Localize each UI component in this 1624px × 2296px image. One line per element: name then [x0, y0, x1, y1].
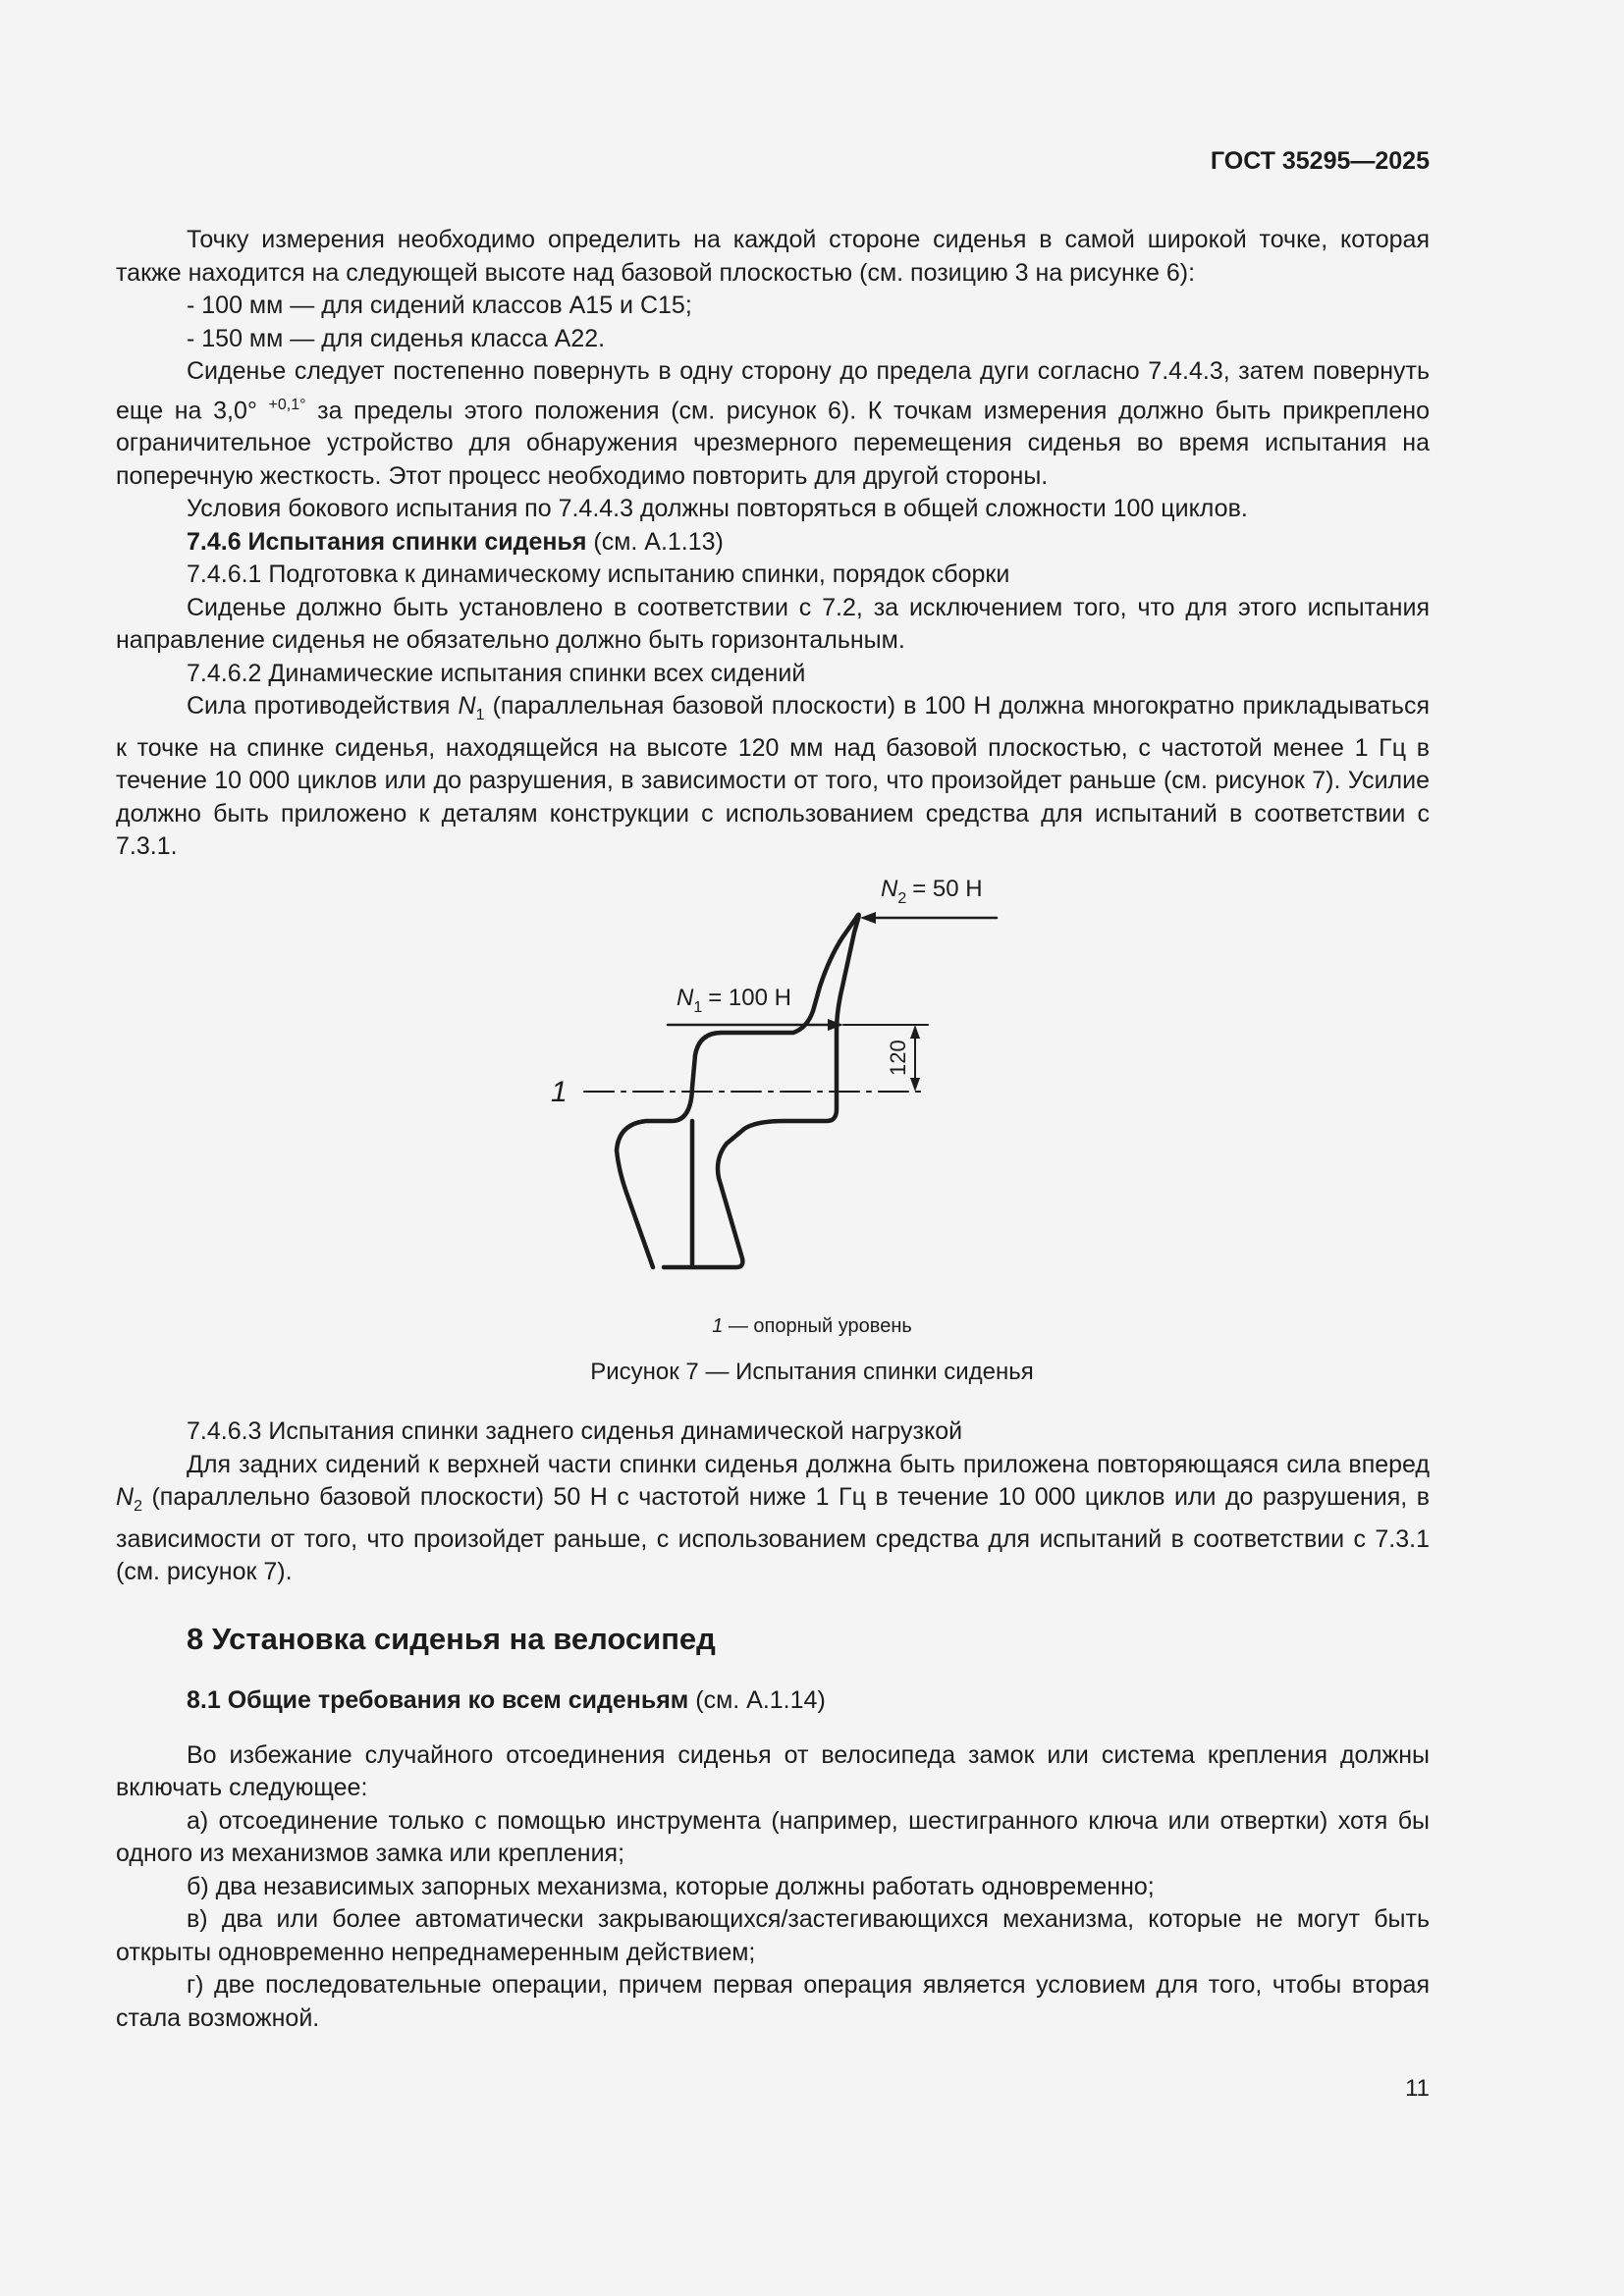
symbol: N — [116, 1483, 135, 1511]
heading-title: 7.4.6 Испытания спинки сиденья — [187, 527, 587, 556]
text-part: Сиденье следует постепенно повернуть в одну сторону до предела дуги согласно 7.4.4.3, затем повернуть еще на 3,0° — [116, 357, 1430, 424]
n2-arrowhead — [860, 912, 876, 924]
clause-heading: 7.4.6.2 Динамические испытания спинки всех сидений — [187, 659, 806, 687]
n2-label — [881, 876, 983, 907]
text-part: Сила противодействия — [187, 692, 451, 721]
n1-symbol: N — [677, 985, 694, 1011]
n2-symbol: N — [881, 876, 898, 902]
heading-ref: (см. А.1.13) — [586, 527, 724, 556]
document-id: ГОСТ 35295—2025 — [1210, 147, 1430, 175]
paragraph: Условия бокового испытания по 7.4.4.3 должны повторяться в общей сложности 100 циклов. — [187, 495, 1248, 523]
top-text-block — [116, 224, 1430, 864]
n1-arrowhead — [828, 1019, 843, 1031]
list-item: - 150 мм — для сиденья класса А22. — [187, 324, 606, 352]
list-item: б) два независимых запорных механизма, которые должны работать одновременно; — [187, 1872, 1155, 1900]
figure-caption: Рисунок 7 — Испытания спинки сиденья — [590, 1359, 1034, 1385]
dim-arrow-bottom — [910, 1078, 920, 1092]
page-number: 11 — [1405, 2075, 1430, 2102]
n1-subscript: 1 — [693, 999, 703, 1016]
heading-title: 8.1 Общие требования ко всем сиденьям — [187, 1686, 689, 1714]
tolerance-superscript: +0,1° — [268, 396, 306, 413]
section-heading: 8 Установка сиденья на велосипед — [187, 1621, 716, 1656]
n1-value: = 100 Н — [708, 985, 791, 1011]
clause-heading: 7.4.6.1 Подготовка к динамическому испытанию спинки, порядок сборки — [187, 561, 1010, 589]
text-part: Для задних сидений к верхней части спинки сиденья должна быть приложена повторяющаяся сила вперед — [187, 1450, 1430, 1478]
paragraph: Во избежание случайного отсоединения сиденья от велосипеда замок или система крепления должны включать следующее: — [116, 1740, 1430, 1801]
subsection-heading — [116, 1684, 1430, 1718]
n2-subscript: 2 — [897, 890, 907, 907]
list-item: а) отсоединение только с помощью инструмента (например, шестигранного ключа или отвертки) хотя бы одного из механизмов замка или крепления; — [116, 1806, 1430, 1867]
paragraph — [116, 690, 1430, 864]
clause-heading: 7.4.6.3 Испытания спинки заднего сиденья динамической нагрузкой — [187, 1417, 963, 1445]
dimension-label: 120 — [886, 1040, 910, 1076]
list-item: г) две последовательные операции, причем первая операция является условием для того, чтобы вторая стала возможной. — [116, 1971, 1430, 2032]
heading-ref: (см. А.1.14) — [688, 1686, 826, 1714]
position-label: 1 — [551, 1076, 568, 1108]
paragraph — [116, 355, 1430, 493]
text-part: за пределы этого положения (см. рисунок 6). К точкам измерения должно быть прикреплено ограничительное устройство для обнаружения чрезмерного перемещения сиденья во время испытания на поперечную жесткость. Этот процесс необходимо повторить для другой стороны. — [116, 396, 1430, 490]
text-part: (параллельная базовой плоскости) в 100 Н должна многократно прикладываться к точке на спинке сиденья, находящейся на высоте 120 мм над базовой плоскостью, с частотой менее 1 Гц в течение 10 000 циклов или до разрушения, в зависимости от того, что произойдет раньше (см. рисунок 7). Усилие должно быть приложено к деталям конструкции с использованием средства для испытаний в соответствии с 7.3.1. — [116, 692, 1430, 861]
symbol-subscript: 1 — [475, 707, 485, 724]
n1-label — [677, 985, 791, 1016]
bottom-text-block — [116, 1415, 1430, 2035]
symbol: N — [458, 692, 476, 721]
dim-arrow-top — [910, 1025, 920, 1039]
n2-value: = 50 Н — [912, 876, 983, 902]
legend-text: — опорный уровень — [728, 1315, 912, 1337]
paragraph — [116, 1449, 1430, 1589]
seat-outline — [617, 915, 859, 1267]
text-part: (параллельно базовой плоскости) 50 Н с частотой ниже 1 Гц в течение 10 000 циклов или до разрушения, в зависимости от того, что произойдет раньше, с использованием средства для испытаний в соответствии с 7.3.1 (см. рисунок 7). — [116, 1483, 1430, 1585]
subsection-heading — [116, 526, 1430, 560]
symbol-subscript: 2 — [134, 1498, 142, 1515]
paragraph: Точку измерения необходимо определить на каждой стороне сиденья в самой широкой точке, которая также находится на следующей высоте над базовой плоскостью (см. позицию 3 на рисунке 6): — [116, 226, 1430, 287]
paragraph: Сиденье должно быть установлено в соответствии с 7.2, за исключением того, что для этого испытания направление сиденья не обязательно должно быть горизонтальным. — [116, 593, 1430, 655]
figure-legend — [0, 1315, 1624, 1338]
legend-number: 1 — [712, 1315, 724, 1337]
list-item: в) два или более автоматически закрывающихся/застегивающихся механизма, которые не могут быть открыты одновременно непреднамеренным действием; — [116, 1905, 1430, 1966]
list-item: - 100 мм — для сидений классов А15 и С15; — [187, 292, 692, 319]
